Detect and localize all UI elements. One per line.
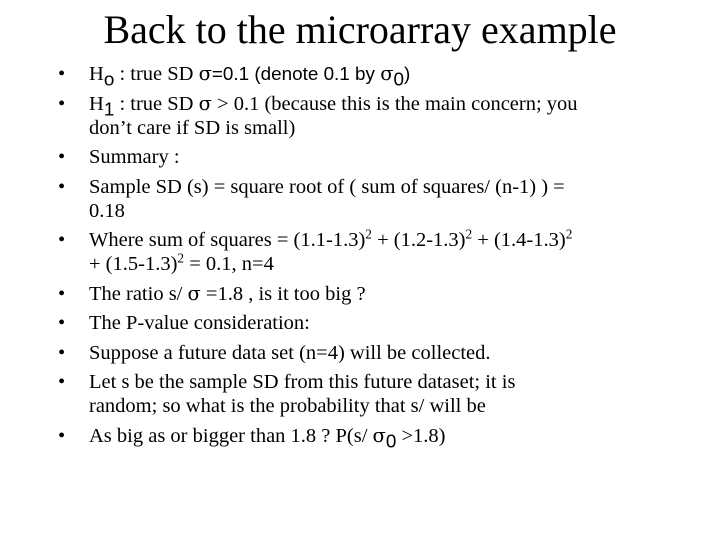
sigma-symbol: σ	[372, 423, 386, 447]
list-item: • $H_o$ : true SD σ=0.1 (denote 0.1 by $\sigma_0$)	[58, 62, 411, 90]
list-item: • Let s be the sample SD from this future dataset; it is random; so what is the probability that s/ will be	[58, 371, 516, 417]
sigma-symbol: σ	[380, 62, 394, 85]
bullet-glyph: •	[58, 229, 66, 251]
list-item: • Where sum of squares = $(1.1-1.3)^2 + (1.2-1.3)^2 + (1.4-1.3)^2$ + $(1.5-1.3)^2 = 0.1$, n=4	[58, 226, 573, 275]
list-item: • $H_1$ : true SD σ > 0.1 (because this is the main concern; you don’t care if SD is small)	[58, 91, 578, 139]
list-item: • Sample SD (s) = square root of ( sum of squares/ (n-1) ) = 0.18	[58, 175, 565, 222]
sigma-symbol: σ	[187, 281, 201, 305]
bullet-list	[58, 62, 698, 453]
bullet-glyph: •	[58, 371, 66, 393]
list-item: • As big as or bigger than 1.8 ? P(s/ $\sigma_0 >1.8$)	[58, 423, 446, 452]
bullet-glyph: •	[58, 146, 66, 168]
bullet-glyph: •	[58, 63, 66, 85]
sigma-symbol: σ	[198, 91, 212, 115]
list-item: • Suppose a future data set (n=4) will be collected.	[58, 341, 491, 364]
list-item: • The P-value consideration:	[58, 312, 310, 334]
bullet-glyph: •	[58, 282, 66, 305]
list-item: • The ratio s/ σ =1.8 , is it too big ?	[58, 281, 366, 305]
bullet-glyph: •	[58, 424, 66, 447]
sigma-symbol: σ	[198, 62, 212, 85]
bullet-glyph: •	[58, 312, 66, 334]
bullet-glyph: •	[58, 175, 66, 198]
bullet-glyph: •	[58, 341, 66, 364]
slide-title: Back to the microarray example	[103, 7, 617, 52]
list-item: • Summary :	[58, 146, 180, 168]
bullet-glyph: •	[58, 92, 66, 115]
